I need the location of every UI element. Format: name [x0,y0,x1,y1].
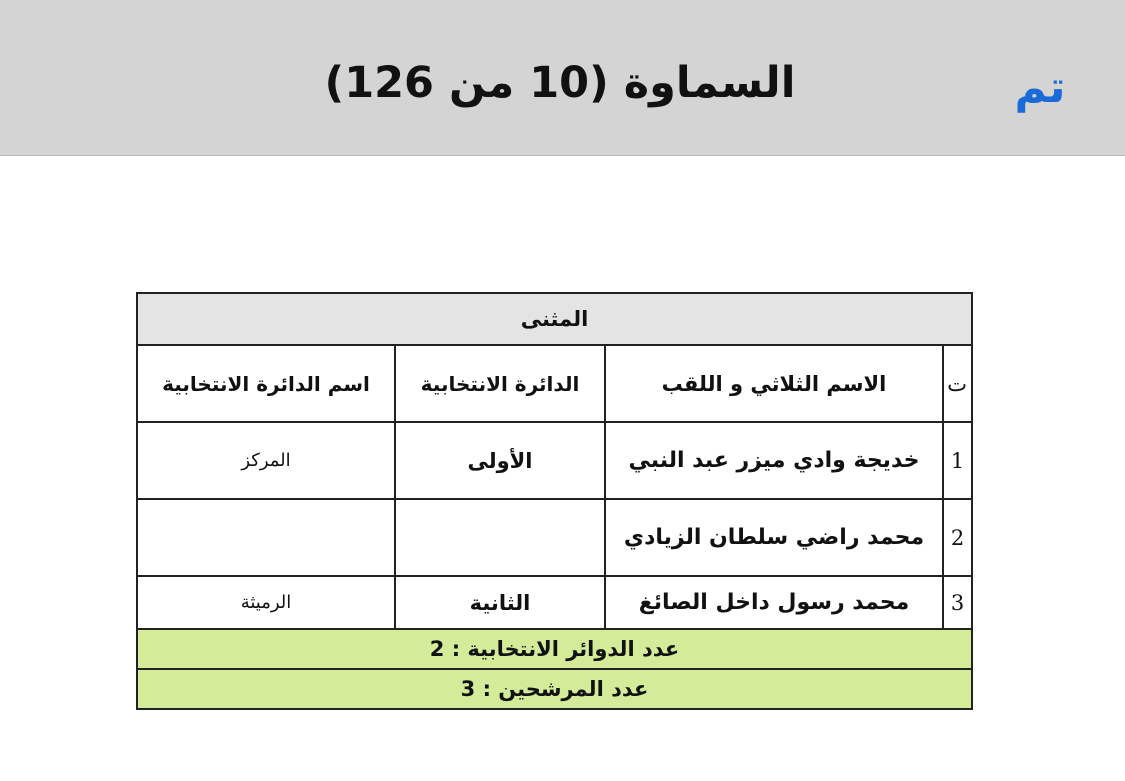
table-row [137,422,972,499]
row-seq: 3 [943,576,972,629]
header-seq: ت [943,345,972,422]
candidate-name: خديجة وادي ميزر عبد النبي [605,422,943,499]
header-district: الدائرة الانتخابية [395,345,605,422]
district-name-cell: المركز [137,422,395,499]
candidate-name: محمد رسول داخل الصائغ [605,576,943,629]
summary-districts-row [137,629,972,669]
header-name: الاسم الثلاثي و اللقب [605,345,943,422]
row-seq: 1 [943,422,972,499]
province-row [137,293,972,345]
candidates-count: عدد المرشحين : 3 [137,669,972,709]
province-name: المثنى [137,293,972,345]
candidate-name: محمد راضي سلطان الزيادي [605,499,943,576]
district-name-cell [137,499,395,576]
districts-count: عدد الدوائر الانتخابية : 2 [137,629,972,669]
district-cell [395,499,605,576]
summary-candidates-row [137,669,972,709]
row-seq: 2 [943,499,972,576]
table-row [137,499,972,576]
table-row [137,576,972,629]
district-name-cell: الرميثة [137,576,395,629]
header-district-name: اسم الدائرة الانتخابية [137,345,395,422]
district-cell: الأولى [395,422,605,499]
top-bar [0,0,1125,156]
done-button[interactable]: تم [1014,62,1066,113]
candidates-table [136,292,973,710]
district-cell: الثانية [395,576,605,629]
page-title: السماوة (10 من 126) [324,58,796,108]
table-header-row [137,345,972,422]
